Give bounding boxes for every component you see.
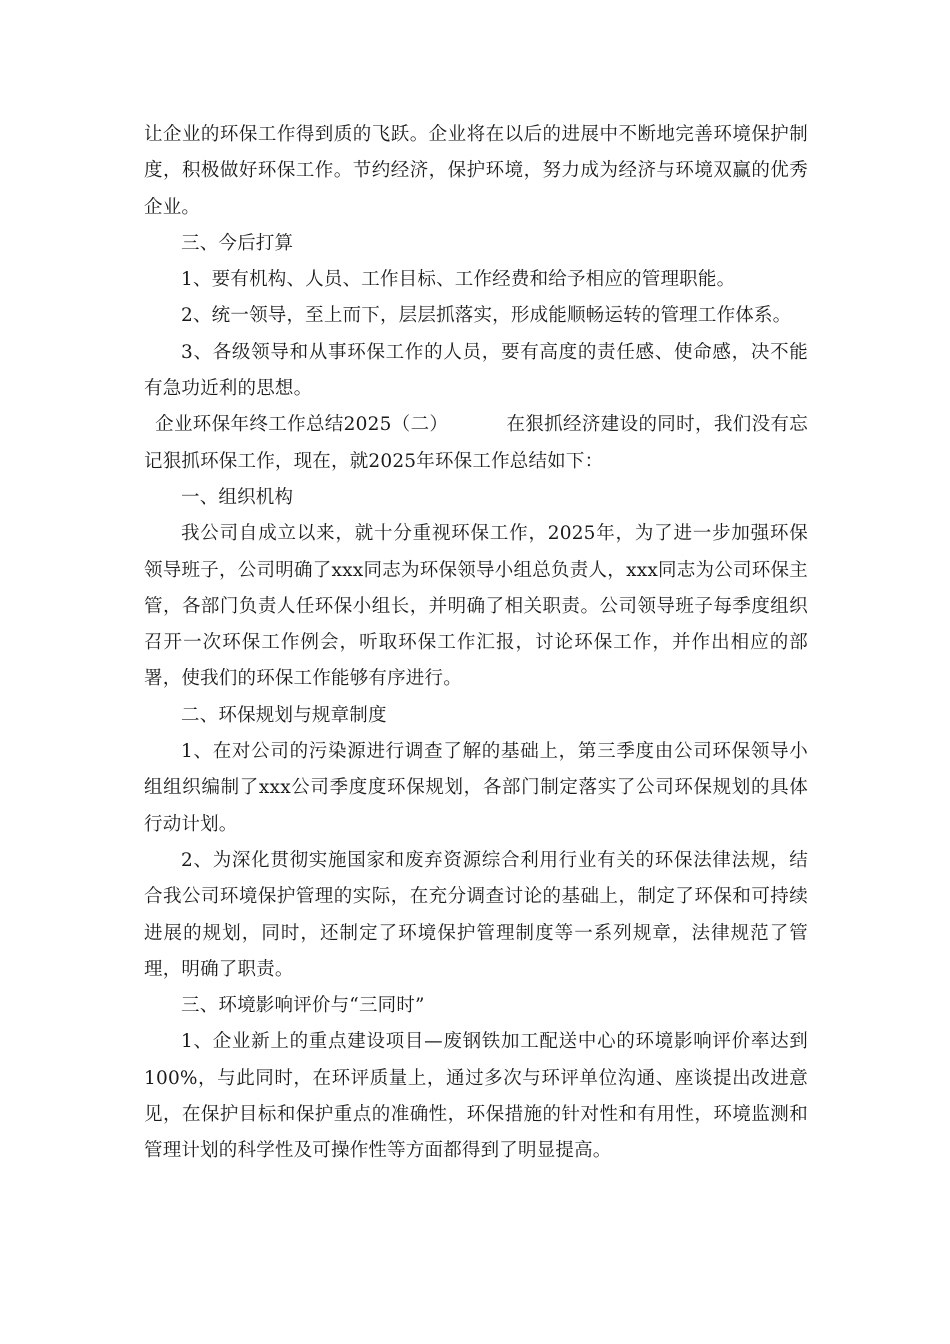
list-item-plan-3: 3、各级领导和从事环保工作的人员，要有高度的责任感、使命感，决不能有急功近利的思想。 [144,341,808,400]
list-item-plan-1: 1、要有机构、人员、工作目标、工作经费和给予相应的管理职能。 [181,269,736,291]
paragraph-organization: 我公司自成立以来，就十分重视环保工作，2025年，为了进一步加强环保领导班子，公司明确了xxx同志为环保领导小组总负责人，xxx同志为公司环保主管，各部门负责人任环保小组长，并明确了相关职责。公司领导班子每季度组织召开一次环保工作例会，听取环保工作汇报，讨论环保工作，并作出相应的部署，使我们的环保工作能够有序进行。 [144,523,808,690]
paragraph-planning-1: 1、在对公司的污染源进行调查了解的基础上，第三季度由公司环保领导小组组织编制了xxx公司季度度环保规划，各部门制定落实了公司环保规划的具体行动计划。 [144,741,808,835]
paragraph-eia-1: 1、企业新上的重点建设项目—废钢铁加工配送中心的环境影响评价率达到100%，与此同时，在环评质量上，通过多次与环评单位沟通、座谈提出改进意见，在保护目标和保护重点的准确性，环保措施的针对性和有用性，环境监测和管理计划的科学性及可操作性等方面都得到了明显提高。 [144,1031,808,1162]
list-item-plan-2: 2、统一领导，至上而下，层层抓落实，形成能顺畅运转的管理工作体系。 [181,305,792,327]
summary-intro-text: 在狠抓经济建设的同时，我们没有忘记狠抓环保工作，现在，就2025年环保工作总结如下： [144,414,808,472]
section-heading-future-plans: 三、今后打算 [181,232,294,254]
document-subtitle: 企业环保年终工作总结2025（二） [155,414,449,436]
paragraph-planning-2: 2、为深化贯彻实施国家和废弃资源综合利用行业有关的环保法律法规，结合我公司环境保护管理的实际，在充分调查讨论的基础上，制定了环保和可持续进展的规划，同时，还制定了环境保护管理制度等一系列规章，法律规范了管理，明确了职责。 [144,849,808,980]
paragraph-continuation: 让企业的环保工作得到质的飞跃。企业将在以后的进展中不断地完善环境保护制度，积极做好环保工作。节约经济，保护环境，努力成为经济与环境双赢的优秀企业。 [144,124,808,218]
section-heading-planning-rules: 二、环保规划与规章制度 [181,704,387,726]
paragraph-summary-intro [144,407,808,480]
section-heading-eia: 三、环境影响评价与“三同时” [181,995,425,1017]
document-body [144,117,808,1170]
section-heading-organization: 一、组织机构 [181,486,294,508]
